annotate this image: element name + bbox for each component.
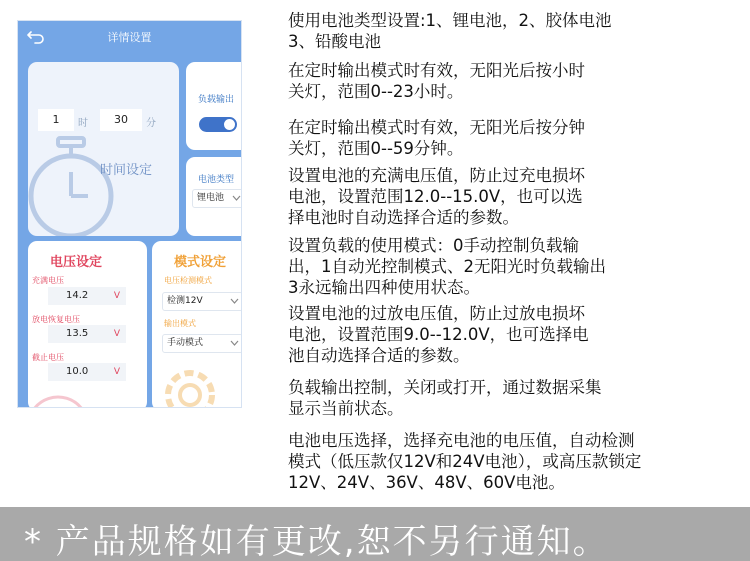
description-hour-timer: 在定时输出模式时有效，无阳光后按小时 关灯，范围0--23小时。: [288, 61, 585, 101]
battery-type-value: 锂电池: [197, 193, 225, 203]
detect-mode-label: 电压检测模式: [164, 276, 212, 285]
battery-type-card: [186, 157, 242, 236]
battery-type-title: 电池类型: [198, 175, 235, 185]
description-full-voltage: 设置电池的充满电压值，防止过充电损坏 电池，设置范围12.0--15.0V，也可以选 择电池时自动选择合适的参数。: [288, 166, 585, 227]
description-battery-voltage: 电池电压选择，选择充电池的电压值，自动检测 模式（低压款仅12V和24V电池），或高压款锁定 12V、24V、36V、48V、60V电池。: [288, 431, 642, 492]
full-voltage-input[interactable]: [48, 287, 126, 305]
description-load-mode: 设置负载的使用模式：0手动控制负载输 出，1自动光控制模式、2无阳光时负载输出 3永远输出四种使用状态。: [288, 236, 606, 297]
load-output-title: 负载输出: [198, 95, 235, 105]
voltage-setting-card: [28, 241, 147, 408]
chevron-down-icon: [230, 298, 239, 305]
detect-mode-value: 检测12V: [167, 296, 203, 306]
detect-mode-select[interactable]: [162, 292, 242, 311]
full-voltage-label: 充满电压: [32, 276, 64, 285]
stopwatch-icon: [28, 134, 130, 236]
chevron-down-icon: [230, 340, 239, 347]
time-setting-label: 时间设定: [100, 163, 153, 178]
recovery-voltage-label: 放电恢复电压: [32, 315, 80, 324]
mode-setting-card: [152, 241, 242, 408]
cutoff-voltage-unit: V: [113, 367, 120, 377]
description-battery-type: 使用电池类型设置:1、锂电池，2、胶体电池 3、铅酸电池: [288, 11, 612, 51]
page-title: 详情设置: [107, 31, 152, 44]
description-load-output: 负载输出控制，关闭或打开，通过数据采集 显示当前状态。: [288, 378, 602, 418]
load-output-toggle[interactable]: [199, 117, 237, 132]
hour-input[interactable]: 1: [38, 109, 74, 131]
toggle-knob: [224, 119, 235, 130]
description-over-discharge: 设置电池的过放电压值，防止过放电损坏 电池，设置范围9.0--12.0V，也可选择电 池自动选择合适的参数。: [288, 304, 589, 365]
cutoff-voltage-value: 10.0: [66, 366, 89, 377]
output-mode-label: 输出模式: [164, 319, 196, 328]
footer-banner: [0, 507, 750, 561]
time-setting-card: [28, 62, 179, 236]
app-screenshot: [17, 20, 242, 408]
recovery-voltage-unit: V: [113, 329, 120, 339]
chevron-down-icon: [232, 195, 241, 202]
full-voltage-value: 14.2: [66, 290, 89, 301]
cutoff-voltage-input[interactable]: [48, 363, 126, 381]
cutoff-voltage-label: 截止电压: [32, 353, 64, 362]
battery-type-select[interactable]: [192, 189, 242, 208]
minute-input[interactable]: 30: [100, 109, 142, 131]
footer-notice: * 产品规格如有更改,恕不另行通知。: [24, 522, 609, 561]
output-mode-value: 手动模式: [167, 338, 204, 348]
description-minute-timer: 在定时输出模式时有效，无阳光后按分钟 关灯，范围0--59分钟。: [288, 118, 585, 158]
recovery-voltage-value: 13.5: [66, 328, 89, 339]
full-voltage-unit: V: [113, 291, 120, 301]
minute-unit: 分: [146, 118, 156, 129]
hour-unit: 时: [78, 118, 88, 129]
app-topbar: [18, 21, 241, 53]
mode-setting-title: 模式设定: [174, 255, 227, 270]
gear-icon: [154, 359, 226, 408]
output-mode-select[interactable]: [162, 334, 242, 353]
recovery-voltage-input[interactable]: [48, 325, 126, 343]
voltage-setting-title: 电压设定: [50, 255, 103, 270]
load-output-card: [186, 62, 242, 150]
